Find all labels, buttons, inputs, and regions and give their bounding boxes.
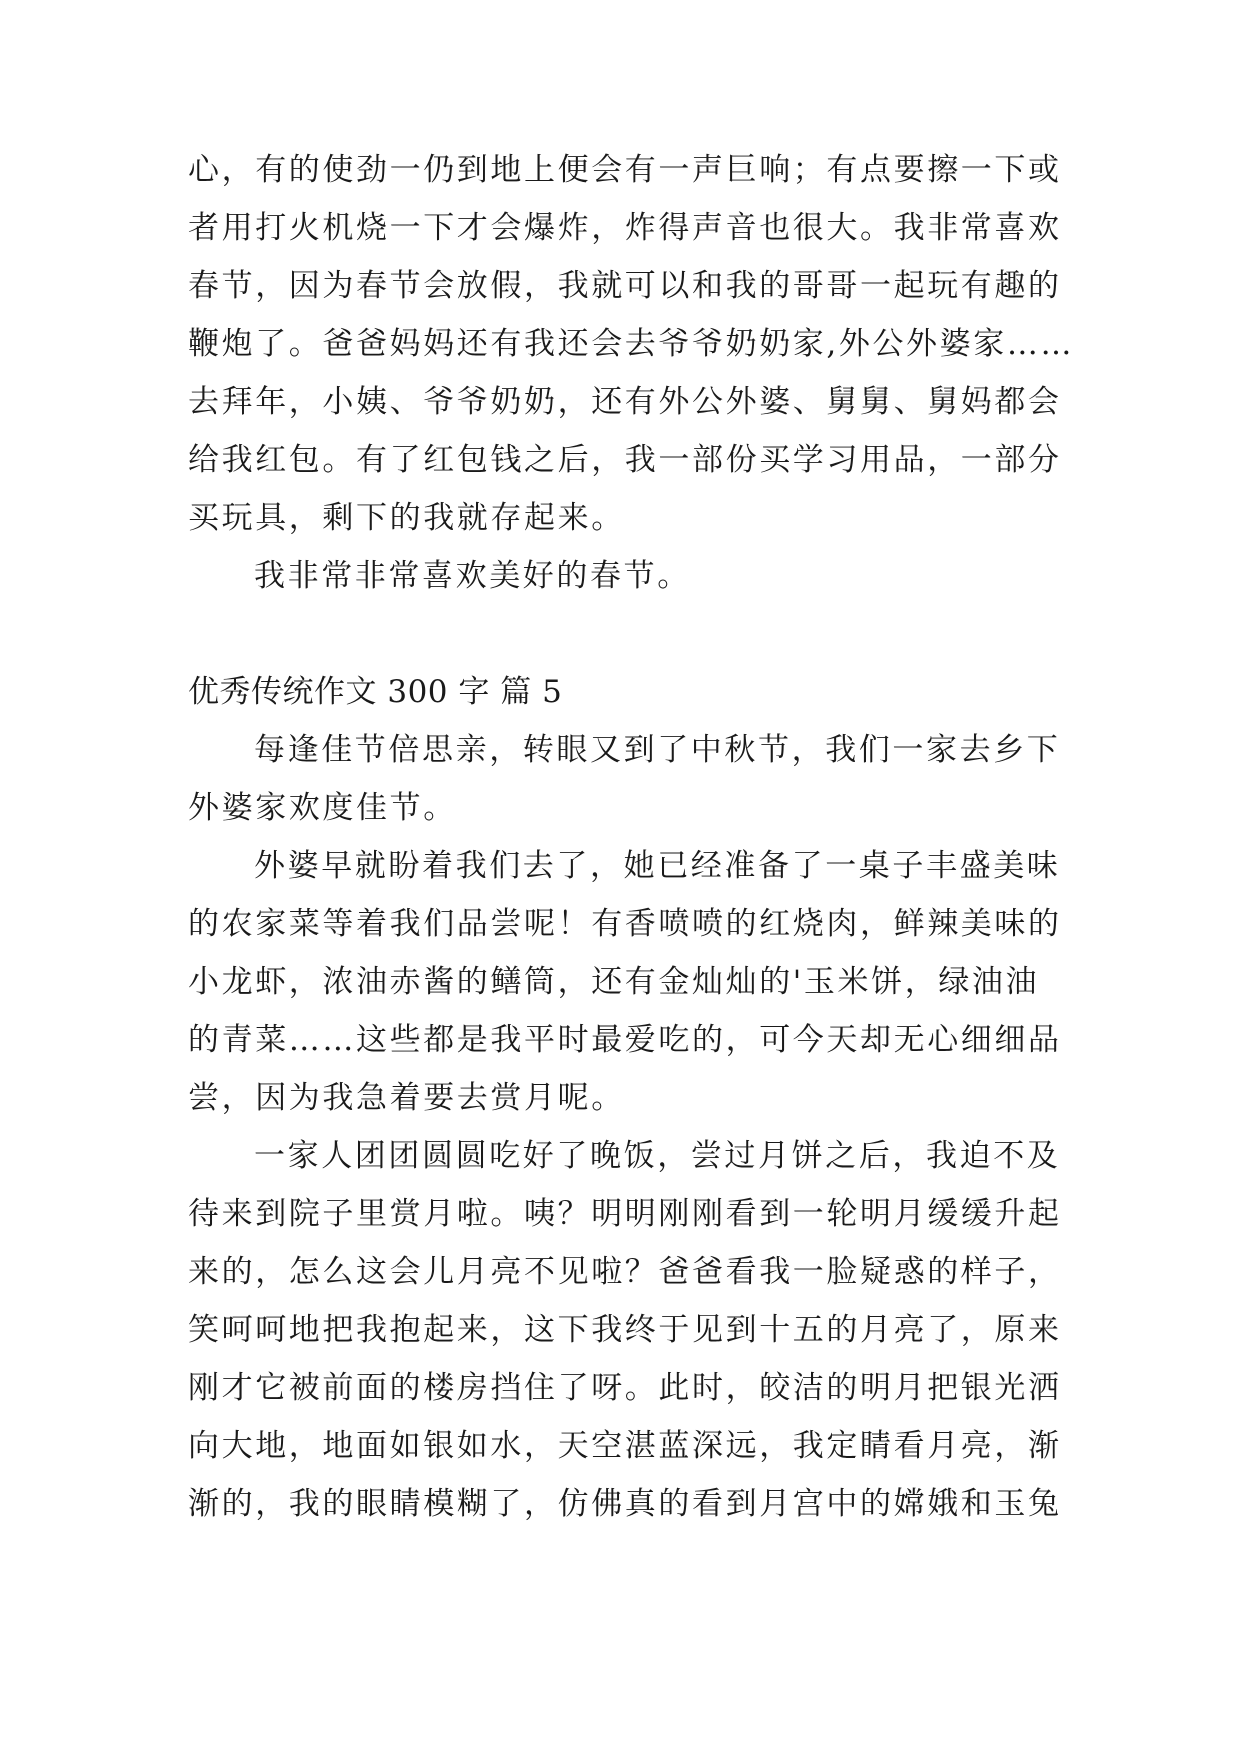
paragraph-line: 的青菜……这些都是我平时最爱吃的，可今天却无心细细品 [188,1022,1062,1058]
paragraph-line: 尝，因为我急着要去赏月呢。 [188,1080,625,1116]
section-title: 优秀传统作文 300 字 篇 5 [188,674,563,710]
paragraph-line: 待来到院子里赏月啦。咦？明明刚刚看到一轮明月缓缓升起 [188,1196,1062,1232]
paragraph-line: 心，有的使劲一仍到地上便会有一声巨响；有点要擦一下或 [188,152,1062,188]
paragraph-line: 给我红包。有了红包钱之后，我一部份买学习用品，一部分 [188,442,1062,478]
paragraph-line: 外婆早就盼着我们去了，她已经准备了一桌子丰盛美味 [254,848,1061,884]
paragraph-line: 鞭炮了。爸爸妈妈还有我还会去爷爷奶奶家,外公外婆家…… [188,326,1075,362]
paragraph-line: 外婆家欢度佳节。 [188,790,457,826]
paragraph-line: 我非常非常喜欢美好的春节。 [254,558,691,594]
paragraph-line: 的农家菜等着我们品尝呢！有香喷喷的红烧肉，鲜辣美味的 [188,906,1062,942]
paragraph-line: 一家人团团圆圆吃好了晚饭，尝过月饼之后，我迫不及 [254,1138,1061,1174]
paragraph-line: 者用打火机烧一下才会爆炸，炸得声音也很大。我非常喜欢 [188,210,1062,246]
paragraph-line: 每逢佳节倍思亲，转眼又到了中秋节，我们一家去乡下 [254,732,1061,768]
paragraph-line: 春节，因为春节会放假，我就可以和我的哥哥一起玩有趣的 [188,268,1062,304]
paragraph-line: 笑呵呵地把我抱起来，这下我终于见到十五的月亮了，原来 [188,1312,1062,1348]
paragraph-line: 向大地，地面如银如水，天空湛蓝深远，我定睛看月亮，渐 [188,1428,1062,1464]
paragraph-line: 刚才它被前面的楼房挡住了呀。此时，皎洁的明月把银光洒 [188,1370,1062,1406]
paragraph-line: 去拜年，小姨、爷爷奶奶，还有外公外婆、舅舅、舅妈都会 [188,384,1062,420]
paragraph-line: 小龙虾，浓油赤酱的鳝筒，还有金灿灿的'玉米饼，绿油油 [188,964,1040,1000]
paragraph-line: 渐的，我的眼睛模糊了，仿佛真的看到月宫中的嫦娥和玉兔 [188,1486,1062,1522]
paragraph-line: 买玩具，剩下的我就存起来。 [188,500,625,536]
paragraph-line: 来的，怎么这会儿月亮不见啦？爸爸看我一脸疑惑的样子， [188,1254,1062,1290]
